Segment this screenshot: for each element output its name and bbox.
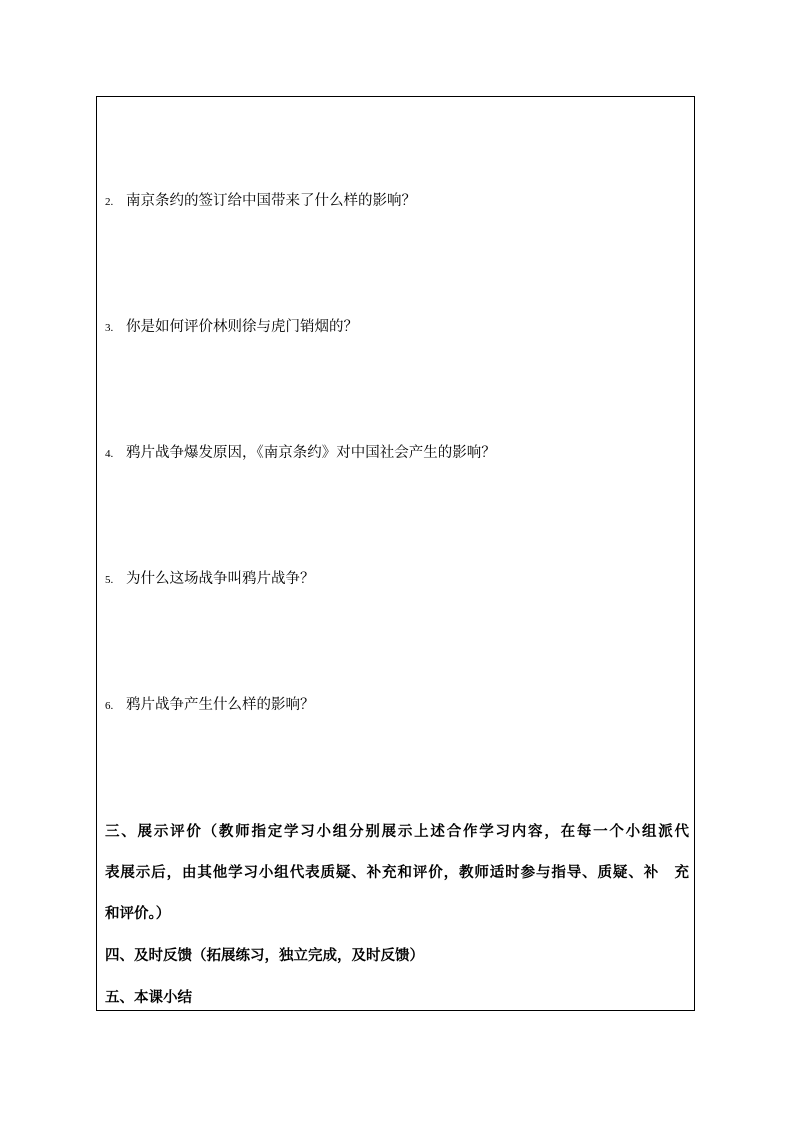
section-display-evaluation-line3: 和评价。） bbox=[105, 905, 171, 922]
section-display-evaluation-line1: 三、展示评价（教师指定学习小组分别展示上述合作学习内容，在每一个小组派代 bbox=[105, 823, 689, 840]
question-text: 南京条约的签订给中国带来了什么样的影响？ bbox=[126, 193, 416, 209]
section-summary-heading: 五、本课小结 bbox=[105, 989, 192, 1006]
question-text: 你是如何评价林则徐与虎门销烟的？ bbox=[126, 319, 358, 335]
question-number: 5. bbox=[105, 574, 114, 586]
section-display-evaluation-line2: 表展示后，由其他学习小组代表质疑、补充和评价，教师适时参与指导、质疑、补 充 bbox=[105, 864, 689, 881]
question-number: 2. bbox=[105, 196, 114, 208]
question-number: 4. bbox=[105, 448, 114, 460]
question-2 bbox=[105, 191, 416, 211]
question-text: 鸦片战争产生什么样的影响？ bbox=[126, 697, 315, 713]
section-feedback-heading: 四、及时反馈（拓展练习，独立完成，及时反馈） bbox=[105, 947, 424, 964]
question-text: 为什么这场战争叫鸦片战争？ bbox=[126, 571, 315, 587]
question-number: 3. bbox=[105, 322, 114, 334]
question-6 bbox=[105, 695, 315, 715]
question-5 bbox=[105, 569, 315, 589]
question-number: 6. bbox=[105, 700, 114, 712]
question-4 bbox=[105, 443, 496, 463]
question-text: 鸦片战争爆发原因，《南京条约》对中国社会产生的影响？ bbox=[126, 445, 496, 461]
question-3 bbox=[105, 317, 358, 337]
